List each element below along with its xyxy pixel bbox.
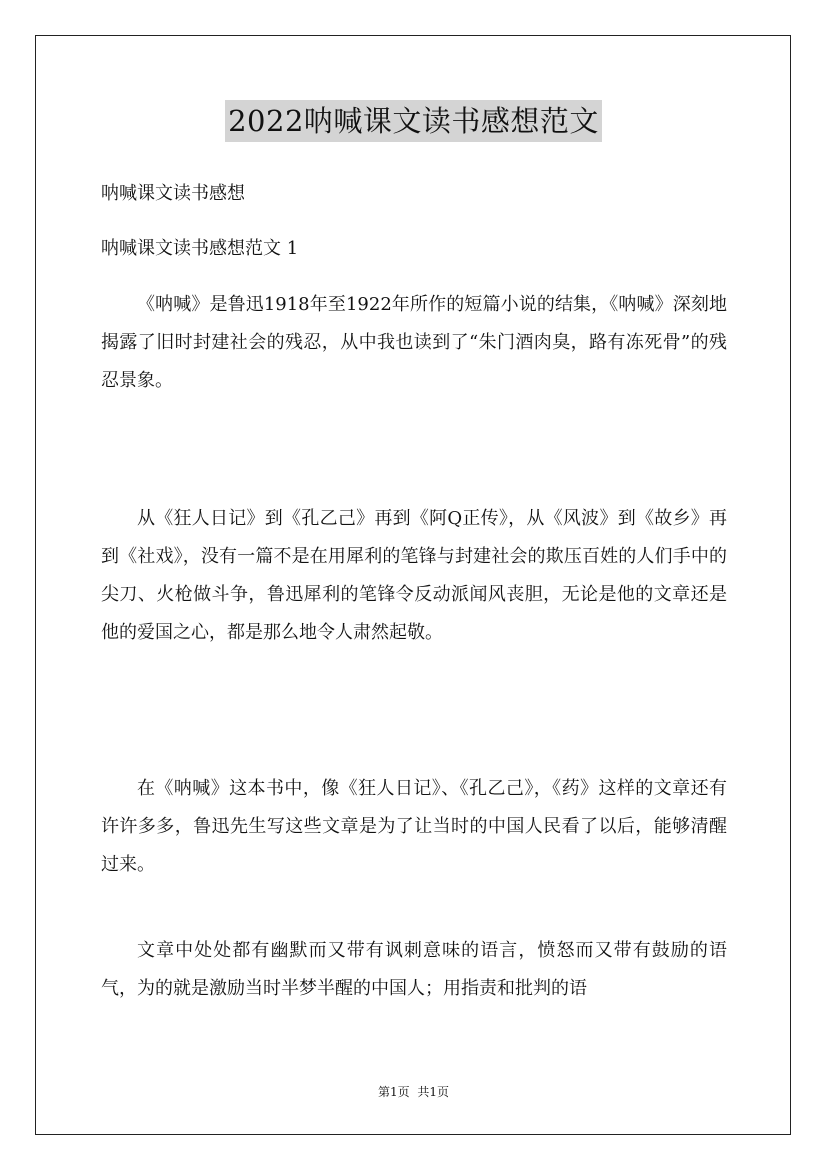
paragraph-2: 从《狂人日记》到《孔乙己》再到《阿Q正传》，从《风波》到《故乡》再到《社戏》，没有一篇不是在用犀利的笔锋与封建社会的欺压百姓的人们手中的尖刀、火枪做斗争，鲁迅犀利的笔锋令反动派闻风丧胆，无论是他的文章还是他的爱国之心，都是那么地令人肃然起敬。 xyxy=(101,508,727,643)
document-title: 2022呐喊课文读书感想范文 xyxy=(225,100,602,142)
title-container xyxy=(0,100,827,142)
paragraph-4: 文章中处处都有幽默而又带有讽刺意味的语言，愤怒而又带有鼓励的语气，为的就是激励当时半梦半醒的中国人；用指责和批判的语 xyxy=(101,940,727,999)
paragraph-1: 《呐喊》是鲁迅1918年至1922年所作的短篇小说的结集，《呐喊》深刻地揭露了旧时封建社会的残忍，从中我也读到了“朱门酒肉臭，路有冻死骨”的残忍景象。 xyxy=(101,294,727,391)
page-footer xyxy=(0,1084,827,1100)
page-total: 共1页 xyxy=(417,1085,450,1099)
page-number: 第1页 xyxy=(377,1085,410,1099)
paragraph-3: 在《呐喊》这本书中，像《狂人日记》、《孔乙己》，《药》这样的文章还有许许多多，鲁迅先生写这些文章是为了让当时的中国人民看了以后，能够清醒过来。 xyxy=(101,778,727,875)
section-heading: 呐喊课文读书感想范文 1 xyxy=(101,238,299,259)
document-subtitle: 呐喊课文读书感想 xyxy=(101,183,245,204)
